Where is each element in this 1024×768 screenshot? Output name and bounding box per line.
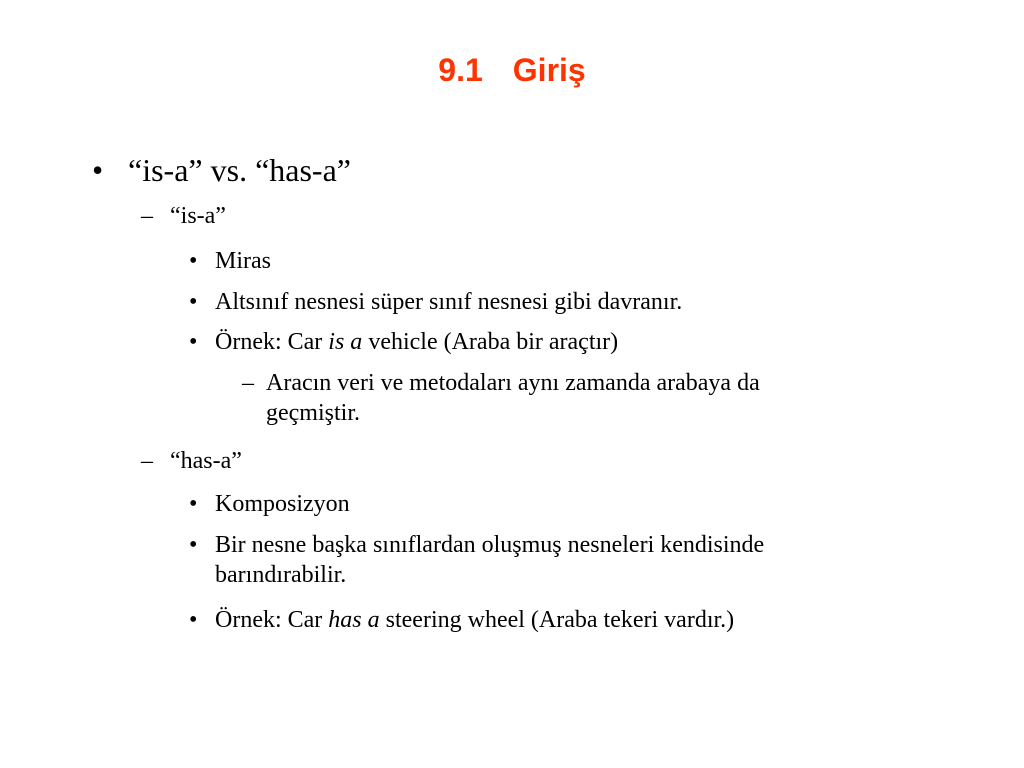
bullet-mark: • [189, 248, 198, 274]
list-item-text: Miras [215, 248, 271, 274]
slide-title [0, 46, 1024, 94]
sub-list-item-text [266, 368, 760, 428]
subheading-text: “is-a” [170, 203, 226, 229]
list-item-text: Altsınıf nesnesi süper sınıf nesnesi gibi davranır. [215, 289, 683, 315]
list-item-text [215, 530, 764, 590]
bullet-mark: • [189, 491, 198, 517]
list-item-text: Komposizyon [215, 491, 350, 517]
text-plain: Örnek: Car [215, 607, 329, 633]
text-italic: has a [328, 607, 380, 633]
bullet-mark: • [189, 329, 198, 355]
text-line: barındırabilir. [215, 562, 347, 588]
title-text: Giriş [512, 52, 586, 88]
bullet-mark: • [189, 607, 198, 633]
list-item-text [215, 605, 734, 635]
bullet-text: “is-a” vs. “has-a” [128, 152, 351, 188]
text-line: geçmiştir. [266, 400, 360, 426]
text-italic: is a [328, 329, 363, 355]
dash-mark: – [141, 448, 153, 474]
text-plain: steering wheel (Araba tekeri vardır.) [379, 607, 735, 633]
title-number: 9.1 [438, 52, 483, 88]
list-item-text [215, 327, 618, 357]
bullet-mark: • [92, 152, 104, 188]
text-plain: vehicle (Araba bir araçtır) [362, 329, 619, 355]
bullet-mark: • [189, 532, 198, 558]
subheading-text: “has-a” [170, 448, 242, 474]
dash-mark: – [141, 203, 153, 229]
bullet-mark: • [189, 289, 198, 315]
text-line: Bir nesne başka sınıflardan oluşmuş nesneleri kendisinde [215, 532, 765, 558]
dash-mark: – [242, 370, 254, 396]
text-line: Aracın veri ve metodaları aynı zamanda arabaya da [266, 370, 760, 396]
text-plain: Örnek: Car [215, 329, 329, 355]
